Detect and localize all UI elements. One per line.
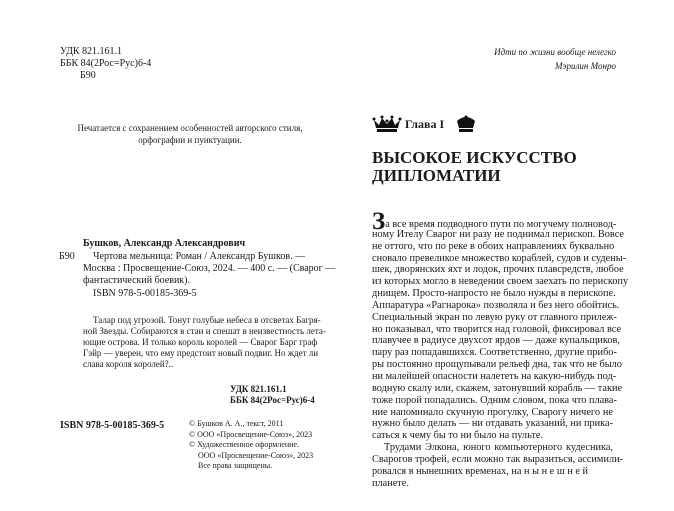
annotation-line: Гэйр — уверен, что ему предстоит новый подвиг. Но ждет ли: [83, 348, 319, 358]
body-line: Аппаратура «Рагнарока» позволяла и без него обойтись.: [372, 299, 620, 311]
bib-line: Москва : Просвещение-Союз, 2024. — 400 с. — (Сварог —: [83, 263, 336, 274]
body-line: днищем. Просто-напросто не было нужды в перископе.: [372, 288, 616, 300]
copyright-line: Все права защищены.: [198, 461, 273, 470]
bbk: ББК 84(2Рос=Рус)6-4: [60, 58, 152, 69]
chapter-title-line: ДИПЛОМАТИИ: [372, 166, 501, 185]
body-line: нужно было делать — ни отдавать указаний, ни прика-: [372, 418, 613, 430]
annotation-line: ющие острова. И только король королей — Сварог Барг граф: [83, 337, 318, 347]
body-line: не оттого, что по реке в обоих направлениях буквально: [372, 240, 615, 252]
crown-icon: [455, 115, 477, 133]
drop-cap: З: [372, 208, 386, 235]
udk: УДК 821.161.1: [60, 46, 123, 57]
udk-2: УДК 821.161.1: [230, 384, 287, 394]
body-line: из которых могло в неведении своем заехать по перископу: [372, 276, 629, 288]
body-line: пару раз попадавшихся. Соответственно, другие прибо-: [372, 347, 617, 359]
printing-note-2: орфографии и пунктуации.: [138, 135, 242, 145]
body-line: сновало превеликое множество кораблей, судов и судены-: [372, 252, 627, 264]
body-line: Специальный экран по левую руку от главного прилеж-: [372, 311, 617, 323]
body-line: тоже порой попадались. Одним словом, пока что плава-: [372, 394, 617, 406]
body-line: ному Ителу Сварог ни разу не поднимал перископ. Вовсе: [372, 228, 624, 240]
chapter-label: Глава I: [405, 117, 445, 131]
chapter-title-line: ВЫСОКОЕ ИСКУССТВО: [372, 148, 577, 167]
body-line: ни малейшей опасности налететь на какую-нибудь под-: [372, 370, 617, 382]
annotation-line: ной Звезды. Собираются в стаи и спешат в неизвестность лета-: [83, 326, 326, 336]
chapter-body: [372, 208, 629, 489]
bib-line: Чертова мельница: Роман / Александр Бушков. —: [93, 251, 306, 262]
body-line: шек, дворянских яхт и лодок, прочих плавсредств, любое: [372, 264, 624, 276]
author-heading: Бушков, Александр Александрович: [83, 238, 246, 249]
copyright-block: [189, 419, 313, 472]
copyright-line: © ООО «Просвещение-Союз», 2023: [189, 429, 313, 439]
bib-line: фантастический боевик).: [83, 275, 190, 286]
body-line: водную скалу или, скажем, затонувший корабль — такие: [372, 382, 623, 394]
body-text: а все время подводного пути по могучему полновод-: [385, 219, 617, 230]
body-line: Трудами Элкона, юного компьютерного кудесника,: [384, 442, 613, 454]
printing-note-1: Печатается с сохранением особенностей авторского стиля,: [77, 123, 303, 133]
body-line: саться к чему бы то ни было на пульте.: [372, 430, 544, 442]
body-line: ние напоминало скучную прогулку, Сварогу ничего не: [372, 406, 613, 418]
author-mark-2: Б90: [59, 251, 75, 262]
epigraph: Идти по жизни вообще нелегко: [494, 47, 616, 57]
isbn-bottom: ISBN 978-5-00185-369-5: [60, 420, 165, 431]
body-line: ровался в нынешних временах, на н ы н е ш н е й планете.: [372, 465, 589, 489]
copyright-line: ООО «Просвещение-Союз», 2023: [198, 450, 314, 460]
body-line: но показывал, что творится над головой, фиксировал все: [372, 323, 622, 335]
body-line: ры постоянно прощупывали рельеф дна, так что не было: [372, 359, 622, 371]
bbk-2: ББК 84(2Рос=Рус)6-4: [230, 395, 315, 405]
epigraph-author: Мэрилин Монро: [555, 61, 616, 71]
isbn-inline: ISBN 978-5-00185-369-5: [93, 288, 197, 299]
copyright-line: © Бушков А. А., текст, 2011: [189, 419, 284, 428]
annotation-line: Талар под угрозой. Тонут голубые небеса в отсветах Багря-: [93, 315, 321, 325]
body-line: Сварогов трофей, если можно так выразиться, ассимили-: [372, 453, 624, 465]
author-mark: Б90: [80, 70, 96, 81]
copyright-line: © Художественное оформление.: [189, 440, 300, 449]
body-line: плавучее в радиусе двухсот ярдов — даже купальщиков,: [372, 335, 620, 347]
chapter-title: [372, 149, 577, 185]
crown-icon: [372, 115, 402, 133]
annotation-line: слава короля королей?..: [83, 359, 174, 369]
